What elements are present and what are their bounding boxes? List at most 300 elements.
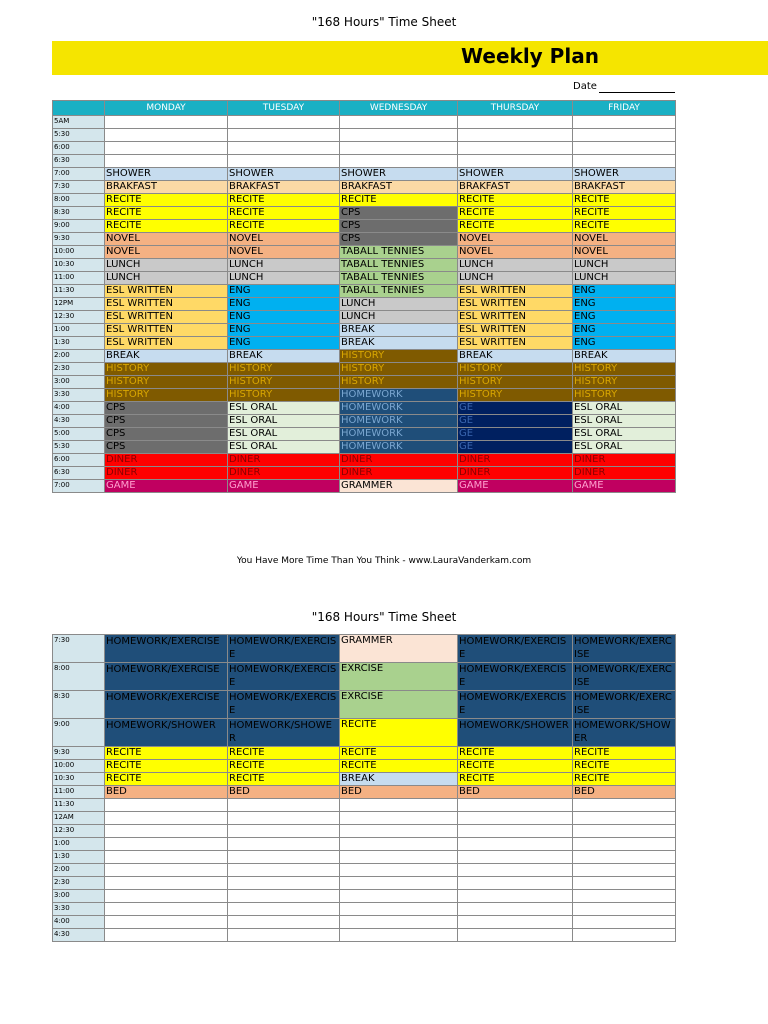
- schedule-cell[interactable]: ESL WRITTEN: [458, 311, 573, 324]
- time-slot-label: 12AM: [53, 812, 105, 825]
- schedule-cell[interactable]: GE: [458, 402, 573, 415]
- schedule-cell[interactable]: SHOWER: [105, 168, 228, 181]
- schedule-cell[interactable]: [228, 890, 340, 903]
- schedule-cell[interactable]: [105, 116, 228, 129]
- schedule-row: [53, 142, 676, 155]
- schedule-cell[interactable]: HISTORY: [573, 363, 676, 376]
- schedule-cell[interactable]: RECITE: [228, 194, 340, 207]
- schedule-cell[interactable]: RECITE: [340, 194, 458, 207]
- schedule-cell[interactable]: RECITE: [573, 194, 676, 207]
- schedule-cell[interactable]: RECITE: [458, 207, 573, 220]
- schedule-cell[interactable]: HOMEWORK/SHOWER: [228, 719, 340, 747]
- schedule-cell[interactable]: HOMEWORK/EXERCISE: [573, 635, 676, 663]
- schedule-cell[interactable]: ESL WRITTEN: [105, 298, 228, 311]
- schedule-cell[interactable]: BREAK: [340, 337, 458, 350]
- schedule-cell[interactable]: ESL WRITTEN: [458, 324, 573, 337]
- schedule-cell[interactable]: [340, 129, 458, 142]
- schedule-cell[interactable]: HISTORY: [340, 376, 458, 389]
- schedule-cell[interactable]: [573, 877, 676, 890]
- schedule-cell[interactable]: [228, 116, 340, 129]
- schedule-cell[interactable]: BREAK: [340, 773, 458, 786]
- schedule-cell[interactable]: EXRCISE: [340, 691, 458, 719]
- schedule-cell[interactable]: HISTORY: [458, 389, 573, 402]
- schedule-cell[interactable]: [228, 129, 340, 142]
- schedule-cell[interactable]: RECITE: [573, 220, 676, 233]
- schedule-cell[interactable]: GAME: [573, 480, 676, 493]
- schedule-cell[interactable]: NOVEL: [458, 233, 573, 246]
- schedule-cell[interactable]: [458, 155, 573, 168]
- schedule-cell[interactable]: [458, 838, 573, 851]
- schedule-cell[interactable]: BREAK: [105, 350, 228, 363]
- schedule-cell[interactable]: HOMEWORK/EXERCISE: [573, 691, 676, 719]
- schedule-cell[interactable]: [340, 903, 458, 916]
- schedule-cell[interactable]: RECITE: [340, 747, 458, 760]
- schedule-cell[interactable]: ESL WRITTEN: [105, 324, 228, 337]
- schedule-cell[interactable]: ENG: [228, 285, 340, 298]
- time-slot-label: 7:30: [53, 181, 105, 194]
- schedule-cell[interactable]: [340, 142, 458, 155]
- time-slot-label: 9:30: [53, 233, 105, 246]
- schedule-cell[interactable]: LUNCH: [105, 259, 228, 272]
- schedule-cell[interactable]: RECITE: [340, 719, 458, 747]
- schedule-cell[interactable]: TABALL TENNIES: [340, 285, 458, 298]
- schedule-cell[interactable]: [573, 799, 676, 812]
- schedule-cell[interactable]: CPS: [340, 233, 458, 246]
- schedule-cell[interactable]: ESL WRITTEN: [458, 298, 573, 311]
- schedule-row: [53, 246, 676, 259]
- schedule-cell[interactable]: HOMEWORK/SHOWER: [573, 719, 676, 747]
- schedule-row: [53, 929, 676, 942]
- schedule-cell[interactable]: BREAK: [340, 324, 458, 337]
- schedule-cell[interactable]: RECITE: [340, 760, 458, 773]
- schedule-cell[interactable]: [458, 812, 573, 825]
- schedule-cell[interactable]: ENG: [573, 337, 676, 350]
- schedule-cell[interactable]: [573, 838, 676, 851]
- schedule-cell[interactable]: BED: [458, 786, 573, 799]
- schedule-cell[interactable]: RECITE: [458, 760, 573, 773]
- schedule-cell[interactable]: [573, 851, 676, 864]
- schedule-cell[interactable]: DINER: [458, 467, 573, 480]
- schedule-row: [53, 903, 676, 916]
- schedule-cell[interactable]: HOMEWORK/EXERCISE: [458, 635, 573, 663]
- schedule-row: [53, 116, 676, 129]
- schedule-cell[interactable]: LUNCH: [573, 272, 676, 285]
- schedule-cell[interactable]: CPS: [105, 441, 228, 454]
- schedule-cell[interactable]: [573, 864, 676, 877]
- day-header: THURSDAY: [458, 101, 573, 116]
- schedule-cell[interactable]: [340, 890, 458, 903]
- schedule-cell[interactable]: DINER: [340, 467, 458, 480]
- time-slot-label: 12:30: [53, 311, 105, 324]
- schedule-cell[interactable]: [573, 903, 676, 916]
- schedule-cell[interactable]: HOMEWORK: [340, 402, 458, 415]
- schedule-cell[interactable]: LUNCH: [340, 311, 458, 324]
- schedule-cell[interactable]: [573, 825, 676, 838]
- schedule-cell[interactable]: [340, 877, 458, 890]
- schedule-row: [53, 350, 676, 363]
- schedule-cell[interactable]: DINER: [458, 454, 573, 467]
- time-slot-label: 10:00: [53, 760, 105, 773]
- schedule-cell[interactable]: CPS: [340, 207, 458, 220]
- schedule-cell[interactable]: [573, 129, 676, 142]
- schedule-row: [53, 663, 676, 691]
- schedule-cell[interactable]: LUNCH: [573, 259, 676, 272]
- schedule-cell[interactable]: [105, 890, 228, 903]
- schedule-cell[interactable]: HOMEWORK: [340, 415, 458, 428]
- schedule-cell[interactable]: [105, 929, 228, 942]
- schedule-cell[interactable]: HISTORY: [573, 376, 676, 389]
- schedule-row: [53, 389, 676, 402]
- schedule-row: [53, 298, 676, 311]
- schedule-cell[interactable]: EXRCISE: [340, 663, 458, 691]
- schedule-cell[interactable]: RECITE: [573, 747, 676, 760]
- time-slot-label: 3:30: [53, 389, 105, 402]
- schedule-cell[interactable]: HISTORY: [340, 350, 458, 363]
- schedule-row: [53, 825, 676, 838]
- schedule-cell[interactable]: [228, 877, 340, 890]
- schedule-cell[interactable]: [458, 864, 573, 877]
- schedule-cell[interactable]: RECITE: [105, 194, 228, 207]
- schedule-cell[interactable]: ENG: [228, 311, 340, 324]
- schedule-cell[interactable]: HOMEWORK/EXERCISE: [228, 691, 340, 719]
- schedule-cell[interactable]: HOMEWORK/EXERCISE: [105, 663, 228, 691]
- second-sheet-title: "168 Hours" Time Sheet: [311, 610, 457, 624]
- schedule-cell[interactable]: TABALL TENNIES: [340, 259, 458, 272]
- schedule-row: [53, 851, 676, 864]
- schedule-cell[interactable]: [573, 155, 676, 168]
- schedule-cell[interactable]: [458, 116, 573, 129]
- schedule-cell[interactable]: GAME: [228, 480, 340, 493]
- time-slot-label: 5AM: [53, 116, 105, 129]
- schedule-cell[interactable]: HOMEWORK/EXERCISE: [105, 691, 228, 719]
- schedule-row: [53, 324, 676, 337]
- time-slot-label: 9:00: [53, 719, 105, 747]
- schedule-cell[interactable]: [105, 903, 228, 916]
- schedule-cell[interactable]: [340, 864, 458, 877]
- schedule-cell[interactable]: [105, 877, 228, 890]
- schedule-cell[interactable]: [458, 799, 573, 812]
- time-slot-label: 7:30: [53, 635, 105, 663]
- schedule-cell[interactable]: DINER: [228, 454, 340, 467]
- schedule-row: [53, 415, 676, 428]
- schedule-cell[interactable]: ESL ORAL: [573, 441, 676, 454]
- schedule-cell[interactable]: [458, 890, 573, 903]
- schedule-cell[interactable]: HISTORY: [228, 363, 340, 376]
- time-slot-label: 12PM: [53, 298, 105, 311]
- schedule-row: [53, 916, 676, 929]
- schedule-row: [53, 773, 676, 786]
- schedule-cell[interactable]: [105, 825, 228, 838]
- time-slot-label: 4:30: [53, 929, 105, 942]
- schedule-cell[interactable]: BREAK: [228, 350, 340, 363]
- schedule-cell[interactable]: HISTORY: [340, 363, 458, 376]
- time-slot-label: 1:00: [53, 324, 105, 337]
- time-slot-label: 11:30: [53, 799, 105, 812]
- schedule-row: [53, 259, 676, 272]
- time-slot-label: 7:00: [53, 168, 105, 181]
- schedule-cell[interactable]: ENG: [573, 285, 676, 298]
- schedule-cell[interactable]: [458, 877, 573, 890]
- schedule-row: [53, 285, 676, 298]
- schedule-cell[interactable]: SHOWER: [458, 168, 573, 181]
- schedule-cell[interactable]: RECITE: [228, 760, 340, 773]
- schedule-cell[interactable]: RECITE: [228, 207, 340, 220]
- schedule-cell[interactable]: [573, 142, 676, 155]
- date-field[interactable]: [599, 92, 675, 93]
- schedule-cell[interactable]: BRAKFAST: [105, 181, 228, 194]
- schedule-cell[interactable]: ENG: [573, 311, 676, 324]
- schedule-cell[interactable]: ESL ORAL: [228, 415, 340, 428]
- schedule-cell[interactable]: GAME: [458, 480, 573, 493]
- schedule-cell[interactable]: CPS: [105, 428, 228, 441]
- schedule-cell[interactable]: GAME: [105, 480, 228, 493]
- schedule-cell[interactable]: ESL ORAL: [573, 415, 676, 428]
- time-slot-label: 2:00: [53, 864, 105, 877]
- schedule-cell[interactable]: BREAK: [458, 350, 573, 363]
- schedule-cell[interactable]: HOMEWORK/EXERCISE: [573, 663, 676, 691]
- schedule-cell[interactable]: [105, 864, 228, 877]
- time-slot-label: 5:00: [53, 428, 105, 441]
- schedule-cell[interactable]: [340, 851, 458, 864]
- schedule-cell[interactable]: [573, 890, 676, 903]
- time-slot-label: 10:30: [53, 259, 105, 272]
- schedule-cell[interactable]: HISTORY: [458, 376, 573, 389]
- time-slot-label: 8:30: [53, 207, 105, 220]
- schedule-cell[interactable]: LUNCH: [105, 272, 228, 285]
- schedule-cell[interactable]: [228, 155, 340, 168]
- schedule-cell[interactable]: NOVEL: [573, 246, 676, 259]
- schedule-cell[interactable]: [105, 851, 228, 864]
- schedule-cell[interactable]: [340, 916, 458, 929]
- schedule-cell[interactable]: LUNCH: [458, 272, 573, 285]
- schedule-cell[interactable]: HISTORY: [458, 363, 573, 376]
- schedule-cell[interactable]: HOMEWORK/SHOWER: [105, 719, 228, 747]
- schedule-cell[interactable]: RECITE: [458, 747, 573, 760]
- schedule-cell[interactable]: HOMEWORK: [340, 428, 458, 441]
- schedule-cell[interactable]: [340, 825, 458, 838]
- schedule-cell[interactable]: ENG: [573, 298, 676, 311]
- schedule-cell[interactable]: BED: [573, 786, 676, 799]
- schedule-cell[interactable]: [573, 916, 676, 929]
- schedule-cell[interactable]: DINER: [340, 454, 458, 467]
- schedule-cell[interactable]: [458, 903, 573, 916]
- schedule-cell[interactable]: RECITE: [228, 773, 340, 786]
- time-slot-label: 10:30: [53, 773, 105, 786]
- schedule-cell[interactable]: HOMEWORK/EXERCISE: [458, 663, 573, 691]
- schedule-cell[interactable]: NOVEL: [105, 233, 228, 246]
- schedule-row: [53, 363, 676, 376]
- schedule-row: [53, 441, 676, 454]
- schedule-cell[interactable]: [458, 851, 573, 864]
- schedule-cell[interactable]: HISTORY: [105, 389, 228, 402]
- time-slot-label: 3:00: [53, 376, 105, 389]
- schedule-cell[interactable]: SHOWER: [228, 168, 340, 181]
- schedule-cell[interactable]: RECITE: [573, 207, 676, 220]
- schedule-cell[interactable]: ESL WRITTEN: [105, 285, 228, 298]
- schedule-cell[interactable]: [340, 116, 458, 129]
- schedule-cell[interactable]: GRAMMER: [340, 480, 458, 493]
- schedule-cell[interactable]: HISTORY: [228, 389, 340, 402]
- schedule-cell[interactable]: RECITE: [458, 194, 573, 207]
- schedule-cell[interactable]: HISTORY: [105, 376, 228, 389]
- schedule-cell[interactable]: BED: [340, 786, 458, 799]
- schedule-cell[interactable]: ESL ORAL: [573, 428, 676, 441]
- schedule-cell[interactable]: [340, 838, 458, 851]
- schedule-cell[interactable]: [458, 929, 573, 942]
- schedule-cell[interactable]: [228, 838, 340, 851]
- schedule-cell[interactable]: CPS: [340, 220, 458, 233]
- schedule-cell[interactable]: RECITE: [573, 760, 676, 773]
- schedule-cell[interactable]: TABALL TENNIES: [340, 246, 458, 259]
- schedule-cell[interactable]: DINER: [573, 467, 676, 480]
- schedule-cell[interactable]: RECITE: [105, 747, 228, 760]
- schedule-cell[interactable]: ESL WRITTEN: [105, 337, 228, 350]
- schedule-cell[interactable]: [228, 864, 340, 877]
- schedule-cell[interactable]: [105, 812, 228, 825]
- schedule-cell[interactable]: HOMEWORK/EXERCISE: [105, 635, 228, 663]
- schedule-cell[interactable]: [573, 929, 676, 942]
- schedule-cell[interactable]: RECITE: [458, 220, 573, 233]
- schedule-cell[interactable]: HOMEWORK: [340, 389, 458, 402]
- schedule-cell[interactable]: [228, 851, 340, 864]
- schedule-cell[interactable]: [105, 916, 228, 929]
- schedule-cell[interactable]: RECITE: [228, 747, 340, 760]
- schedule-cell[interactable]: NOVEL: [228, 233, 340, 246]
- schedule-cell[interactable]: RECITE: [105, 220, 228, 233]
- schedule-cell[interactable]: [228, 812, 340, 825]
- schedule-cell[interactable]: RECITE: [105, 773, 228, 786]
- time-slot-label: 9:00: [53, 220, 105, 233]
- schedule-cell[interactable]: BRAKFAST: [340, 181, 458, 194]
- schedule-cell[interactable]: HOMEWORK/EXERCISE: [228, 663, 340, 691]
- schedule-cell[interactable]: BED: [105, 786, 228, 799]
- time-slot-label: 6:30: [53, 467, 105, 480]
- schedule-cell[interactable]: HISTORY: [573, 389, 676, 402]
- schedule-cell[interactable]: RECITE: [228, 220, 340, 233]
- schedule-cell[interactable]: ENG: [573, 324, 676, 337]
- schedule-cell[interactable]: DINER: [105, 467, 228, 480]
- schedule-cell[interactable]: ESL ORAL: [573, 402, 676, 415]
- schedule-row: [53, 311, 676, 324]
- schedule-cell[interactable]: [105, 155, 228, 168]
- schedule-cell[interactable]: RECITE: [105, 207, 228, 220]
- schedule-cell[interactable]: [105, 129, 228, 142]
- time-slot-label: 2:30: [53, 363, 105, 376]
- schedule-cell[interactable]: BREAK: [573, 350, 676, 363]
- schedule-cell[interactable]: RECITE: [105, 760, 228, 773]
- schedule-cell[interactable]: HISTORY: [105, 363, 228, 376]
- schedule-cell[interactable]: HOMEWORK/EXERCISE: [458, 691, 573, 719]
- schedule-cell[interactable]: [228, 903, 340, 916]
- schedule-cell[interactable]: BRAKFAST: [458, 181, 573, 194]
- schedule-cell[interactable]: NOVEL: [105, 246, 228, 259]
- schedule-cell[interactable]: [573, 116, 676, 129]
- time-slot-label: 1:30: [53, 337, 105, 350]
- schedule-cell[interactable]: [105, 799, 228, 812]
- day-header-row: [53, 101, 676, 116]
- schedule-cell[interactable]: [228, 916, 340, 929]
- time-slot-label: 11:00: [53, 272, 105, 285]
- schedule-cell[interactable]: [458, 916, 573, 929]
- time-slot-label: 11:30: [53, 285, 105, 298]
- schedule-cell[interactable]: [105, 142, 228, 155]
- schedule-row: [53, 402, 676, 415]
- schedule-cell[interactable]: [340, 799, 458, 812]
- schedule-cell[interactable]: ESL WRITTEN: [458, 337, 573, 350]
- schedule-row: [53, 428, 676, 441]
- schedule-cell[interactable]: DINER: [573, 454, 676, 467]
- schedule-cell[interactable]: NOVEL: [573, 233, 676, 246]
- schedule-cell[interactable]: CPS: [105, 402, 228, 415]
- time-slot-label: 7:00: [53, 480, 105, 493]
- schedule-cell[interactable]: ESL ORAL: [228, 441, 340, 454]
- schedule-cell[interactable]: GE: [458, 441, 573, 454]
- schedule-cell[interactable]: NOVEL: [458, 246, 573, 259]
- schedule-cell[interactable]: SHOWER: [340, 168, 458, 181]
- day-header: FRIDAY: [573, 101, 676, 116]
- schedule-cell[interactable]: [458, 129, 573, 142]
- schedule-cell[interactable]: ESL WRITTEN: [105, 311, 228, 324]
- schedule-cell[interactable]: HOMEWORK/SHOWER: [458, 719, 573, 747]
- schedule-cell[interactable]: LUNCH: [340, 298, 458, 311]
- schedule-cell[interactable]: RECITE: [573, 773, 676, 786]
- schedule-cell[interactable]: [228, 799, 340, 812]
- schedule-row: [53, 272, 676, 285]
- weekly-schedule-table: [52, 100, 676, 493]
- time-slot-label: 9:30: [53, 747, 105, 760]
- schedule-cell[interactable]: NOVEL: [228, 246, 340, 259]
- schedule-cell[interactable]: LUNCH: [228, 272, 340, 285]
- schedule-cell[interactable]: ENG: [228, 337, 340, 350]
- schedule-cell[interactable]: [458, 825, 573, 838]
- schedule-cell[interactable]: ESL ORAL: [228, 428, 340, 441]
- schedule-cell[interactable]: GE: [458, 415, 573, 428]
- schedule-row: [53, 799, 676, 812]
- schedule-cell[interactable]: [105, 838, 228, 851]
- schedule-cell[interactable]: DINER: [228, 467, 340, 480]
- schedule-cell[interactable]: [228, 142, 340, 155]
- schedule-cell[interactable]: RECITE: [458, 773, 573, 786]
- schedule-cell[interactable]: [458, 142, 573, 155]
- schedule-cell[interactable]: ESL ORAL: [228, 402, 340, 415]
- schedule-cell[interactable]: HOMEWORK/EXERCISE: [228, 635, 340, 663]
- schedule-cell[interactable]: CPS: [105, 415, 228, 428]
- schedule-cell[interactable]: BRAKFAST: [573, 181, 676, 194]
- schedule-cell[interactable]: GRAMMER: [340, 635, 458, 663]
- schedule-cell[interactable]: BRAKFAST: [228, 181, 340, 194]
- schedule-cell[interactable]: GE: [458, 428, 573, 441]
- schedule-cell[interactable]: [228, 825, 340, 838]
- schedule-cell[interactable]: [228, 929, 340, 942]
- schedule-cell[interactable]: ENG: [228, 298, 340, 311]
- schedule-cell[interactable]: ENG: [228, 324, 340, 337]
- schedule-cell[interactable]: BED: [228, 786, 340, 799]
- schedule-cell[interactable]: DINER: [105, 454, 228, 467]
- schedule-cell[interactable]: [340, 155, 458, 168]
- schedule-cell[interactable]: [340, 929, 458, 942]
- schedule-cell[interactable]: [573, 812, 676, 825]
- schedule-cell[interactable]: TABALL TENNIES: [340, 272, 458, 285]
- schedule-cell[interactable]: [340, 812, 458, 825]
- schedule-cell[interactable]: ESL WRITTEN: [458, 285, 573, 298]
- schedule-cell[interactable]: HISTORY: [228, 376, 340, 389]
- schedule-cell[interactable]: SHOWER: [573, 168, 676, 181]
- day-header: TUESDAY: [228, 101, 340, 116]
- schedule-cell[interactable]: LUNCH: [458, 259, 573, 272]
- schedule-cell[interactable]: HOMEWORK: [340, 441, 458, 454]
- schedule-row: [53, 719, 676, 747]
- schedule-cell[interactable]: LUNCH: [228, 259, 340, 272]
